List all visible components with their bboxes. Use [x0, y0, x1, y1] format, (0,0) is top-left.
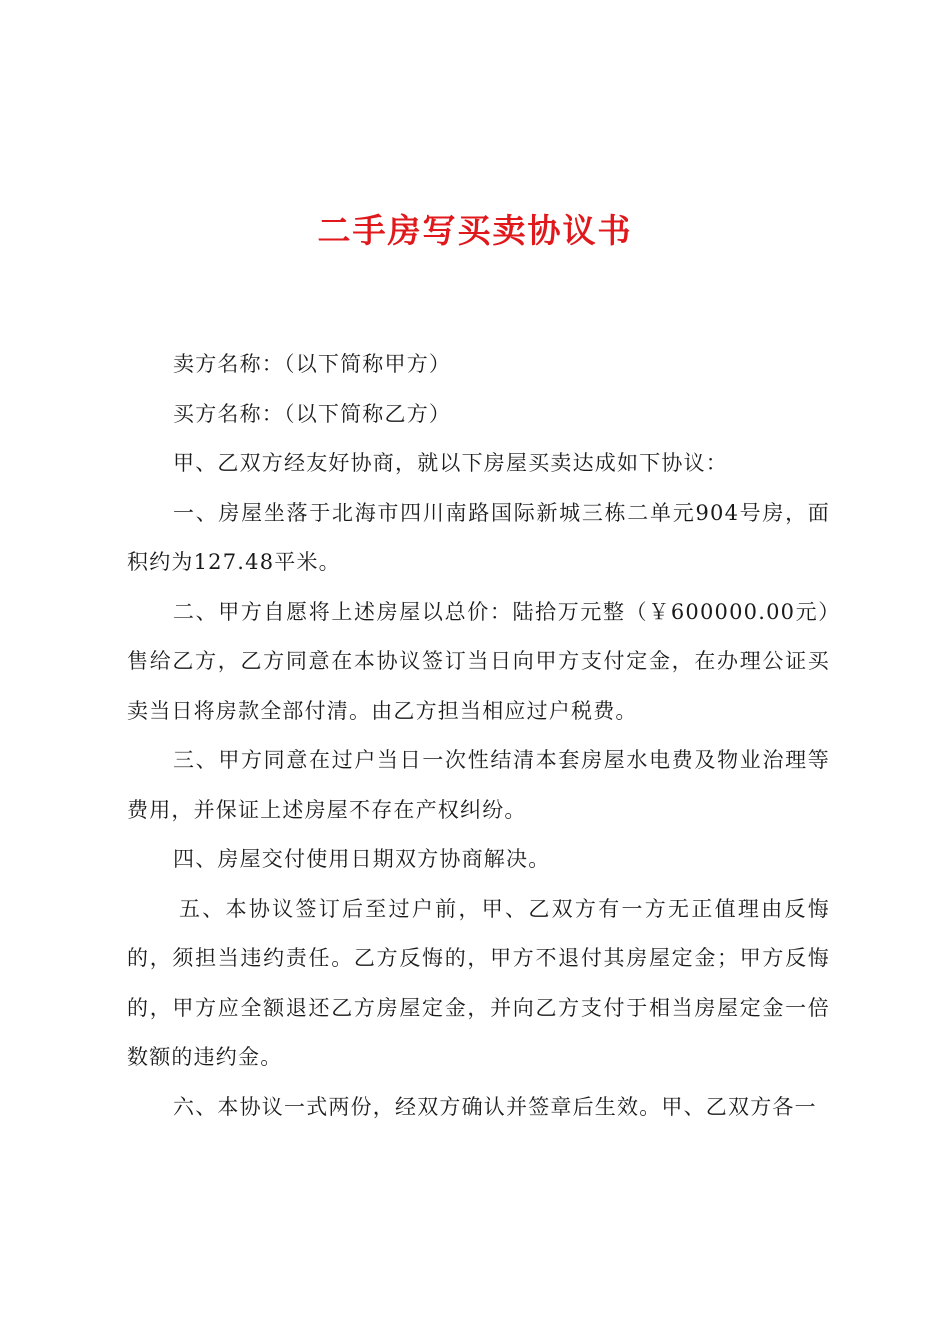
- buyer-name-line: 买方名称：（以下简称乙方）: [173, 401, 452, 426]
- document-body: [127, 340, 830, 1132]
- clause-3-fees-title: 三、甲方同意在过户当日一次性结清本套房屋水电费及物业治理等费用，并保证上述房屋不存在产权纠纷。: [127, 748, 830, 822]
- document-title: 二手房写买卖协议书: [317, 211, 633, 250]
- seller-name-line: 卖方名称：（以下简称甲方）: [173, 352, 452, 376]
- clause-6-copies: 六、本协议一式两份，经双方确认并签章后生效。甲、乙双方各一: [173, 1094, 817, 1119]
- clause-4-delivery-date: 四、房屋交付使用日期双方协商解决。: [173, 847, 551, 871]
- clause-5-breach-liability: 五、本协议签订后至过户前，甲、乙双方有一方无正值理由反悔的，须担当违约责任。乙方反悔的，甲方不退付其房屋定金；甲方反悔的，甲方应全额退还乙方房屋定金，并向乙方支付于相当房屋定金一倍数额的违约金。: [127, 896, 830, 1069]
- agreement-intro: 甲、乙双方经友好协商，就以下房屋买卖达成如下协议：: [173, 451, 728, 475]
- clause-2-price-payment: 二、甲方自愿将上述房屋以总价：陆拾万元整（￥600000.00元）售给乙方，乙方同意在本协议签订当日向甲方支付定金，在办理公证买卖当日将房款全部付清。由乙方担当相应过户税费。: [127, 599, 830, 723]
- clause-1-property-location: 一、房屋坐落于北海市四川南路国际新城三栋二单元904号房，面积约为127.48平米。: [127, 500, 830, 574]
